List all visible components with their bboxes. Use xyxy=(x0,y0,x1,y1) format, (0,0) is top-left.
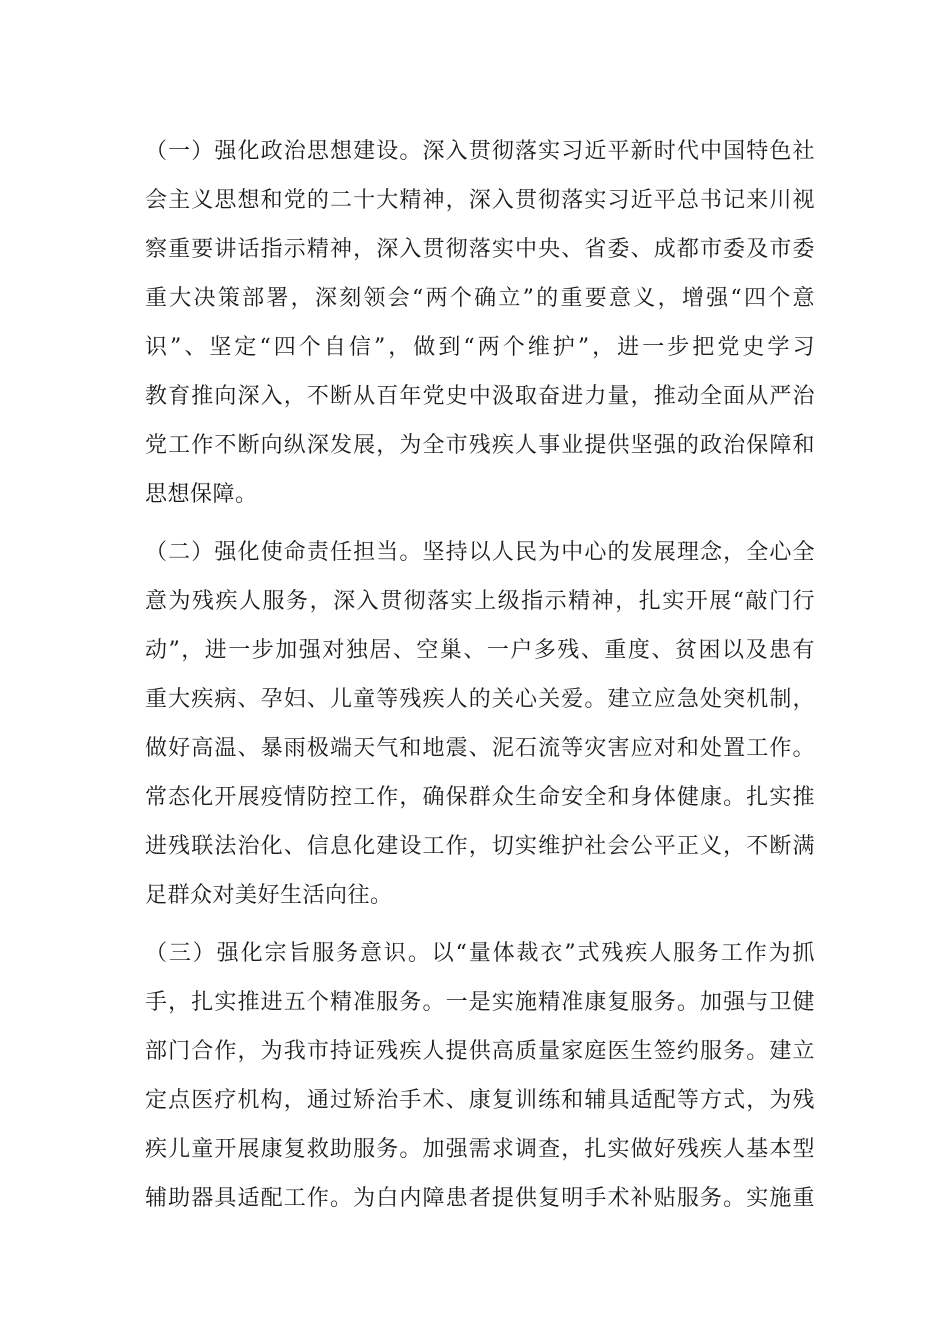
paragraph-mission-responsibility xyxy=(145,528,815,920)
text-line: 足群众对美好生活向往。 xyxy=(145,883,393,908)
text-line: 察重要讲话指示精神，深入贯彻落实中央、省委、成都市委及市委 xyxy=(145,237,815,262)
text-line: 党工作不断向纵深发展，为全市残疾人事业提供坚强的政治保障和 xyxy=(145,433,815,458)
text-line: 动”，进一步加强对独居、空巢、一户多残、重度、贫困以及患有 xyxy=(145,638,815,663)
text-line: 教育推向深入，不断从百年党史中汲取奋进力量，推动全面从严治 xyxy=(145,384,815,409)
text-line: 会主义思想和党的二十大精神，深入贯彻落实习近平总书记来川视 xyxy=(145,188,815,213)
text-line: 思想保障。 xyxy=(145,482,258,507)
text-line: （二）强化使命责任担当。坚持以人民为中心的发展理念，全心全 xyxy=(145,540,815,565)
text-line: 进残联法治化、信息化建设工作，切实维护社会公平正义，不断满 xyxy=(145,834,815,859)
paragraph-service-awareness xyxy=(145,929,815,1223)
text-line: 常态化开展疫情防控工作，确保群众生命安全和身体健康。扎实推 xyxy=(145,785,815,810)
paragraph-political-construction xyxy=(145,127,815,519)
text-line: 疾儿童开展康复救助服务。加强需求调查，扎实做好残疾人基本型 xyxy=(145,1137,815,1162)
text-line: （三）强化宗旨服务意识。以“量体裁衣”式残疾人服务工作为抓 xyxy=(145,941,815,966)
text-line: 定点医疗机构，通过矫治手术、康复训练和辅具适配等方式，为残 xyxy=(145,1088,815,1113)
text-line: 部门合作，为我市持证残疾人提供高质量家庭医生签约服务。建立 xyxy=(145,1039,815,1064)
text-line: 辅助器具适配工作。为白内障患者提供复明手术补贴服务。实施重 xyxy=(145,1186,815,1211)
text-line: 做好高温、暴雨极端天气和地震、泥石流等灾害应对和处置工作。 xyxy=(145,736,815,761)
text-line: 手，扎实推进五个精准服务。一是实施精准康复服务。加强与卫健 xyxy=(145,990,815,1015)
text-line: 重大决策部署，深刻领会“两个确立”的重要意义，增强“四个意 xyxy=(145,286,815,311)
text-line: 意为残疾人服务，深入贯彻落实上级指示精神，扎实开展“敲门行 xyxy=(145,589,815,614)
text-line: 重大疾病、孕妇、儿童等残疾人的关心关爱。建立应急处突机制， xyxy=(145,687,815,712)
text-line: （一）强化政治思想建设。深入贯彻落实习近平新时代中国特色社 xyxy=(145,139,815,164)
text-line: 识”、坚定“四个自信”，做到“两个维护”，进一步把党史学习 xyxy=(145,335,815,360)
